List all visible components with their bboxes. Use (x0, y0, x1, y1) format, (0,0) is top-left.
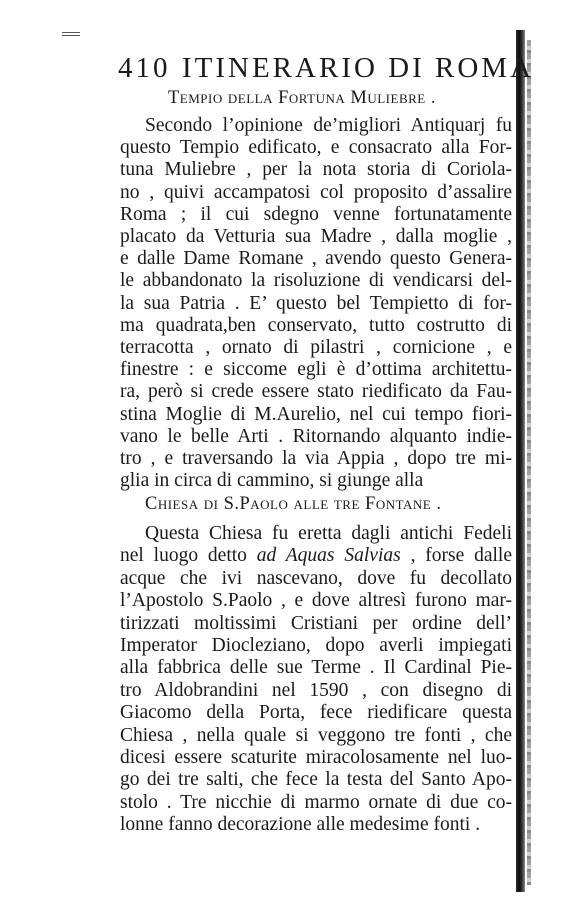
body-line: stolo . Tre nicchie di marmo ornate di due co- (120, 791, 512, 813)
body-line: questo Tempio edificato, e consacrato alla For- (120, 137, 512, 159)
body-line: Questa Chiesa fu eretta dagli antichi Fedeli (145, 523, 512, 544)
body-line: vano le belle Arti . Ritornando alquanto indie- (120, 425, 512, 447)
body-line: finestre : e siccome egli è d’ottima architettu- (120, 359, 512, 381)
body-line: no , quivi accampatosi col proposito d’assalire (120, 181, 512, 203)
running-title: ITINERARIO DI ROMA (182, 52, 535, 84)
body-line: Giacomo della Porta, fece riedificare questa (120, 702, 512, 724)
body-line: ma quadrata,ben conservato, tutto costrutto di (120, 314, 512, 336)
body-line: ra, però si crede essere stato riedificato da Fau- (120, 381, 512, 403)
body-line: stina Moglie di M.Aurelio, nel cui tempo fiori- (120, 403, 512, 425)
section-title-chiesa: Chiesa di S.Paolo alle tre Fontane . (145, 494, 442, 514)
running-header (118, 52, 535, 88)
body-line: tro , e traversando la via Appia , dopo tre mi- (120, 448, 512, 469)
body-line-with-italic (120, 544, 512, 568)
body-line: Imperator Diocleziano, dopo averli impiegati (120, 635, 512, 656)
page-edge (527, 40, 531, 885)
body-line: placato da Vetturia sua Madre , dalla moglie , (120, 226, 512, 247)
body-line: acque che ivi nascevano, dove fu decollato (120, 567, 512, 589)
body-line: go dei tre salti, che fece la testa del Santo Apo- (120, 769, 512, 791)
body-text: , forse dalle (410, 545, 513, 567)
page-number: 410 (118, 52, 171, 84)
body-text: nel luogo detto (120, 545, 257, 567)
body-line: le abbandonato la risoluzione di vendicarsi del- (120, 270, 512, 292)
body-line: tirizzati moltissimi Cristiani per ordine dell’ (120, 612, 512, 634)
body-line: e dalle Dame Romane , avendo questo Genera- (120, 248, 512, 270)
body-line: lonne fanno decorazione alle medesime fonti . (120, 814, 481, 836)
italic-phrase: ad Aquas Salvias (256, 545, 401, 567)
body-line: Roma ; il cui sdegno venne fortunatamente (120, 203, 512, 225)
body-line: tro Aldobrandini nel 1590 , con disegno di (120, 679, 512, 701)
body-line: glia in circa di cammino, si giunge alla (120, 470, 424, 492)
section-title-tempio: Tempio della Fortuna Muliebre . (168, 88, 436, 108)
body-line: tuna Muliebre , per la nota storia di Coriola- (120, 159, 512, 181)
body-line: dicesi essere scaturite miracolosamente nel luo- (120, 747, 512, 768)
body-line: terracotta , ornato di pilastri , cornicione , e (120, 337, 512, 358)
body-line: Chiesa , nella quale si veggono tre fonti , che (120, 724, 512, 746)
book-spine-shadow (516, 30, 525, 892)
corner-smudge (62, 32, 80, 38)
body-line: Secondo l’opinione de’migliori Antiquarj fu (145, 115, 512, 136)
body-line: l’Apostolo S.Paolo , e dove altresì furono mar- (120, 590, 512, 612)
body-line: la sua Patria . E’ questo bel Tempietto di for- (120, 292, 512, 314)
body-line: alla fabbrica delle sue Terme . Il Cardinal Pie- (120, 657, 512, 679)
